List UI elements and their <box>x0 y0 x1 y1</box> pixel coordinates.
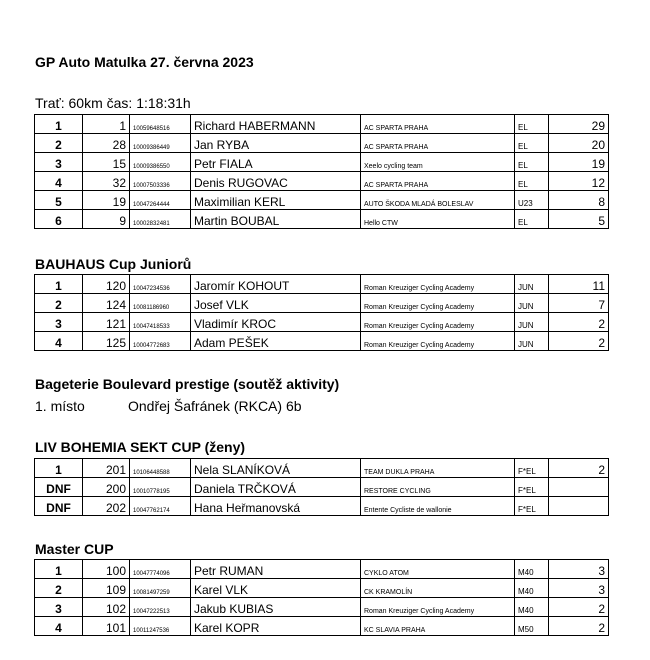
uci-id-cell: 10059648516 <box>130 115 191 134</box>
table-row <box>35 459 609 478</box>
points-cell <box>549 497 609 516</box>
rider-name-cell: Petr RUMAN <box>191 560 361 579</box>
page-title: GP Auto Matulka 27. června 2023 <box>35 54 254 70</box>
team-cell: Roman Kreuziger Cycling Academy <box>361 294 515 313</box>
uci-id-cell: 10011247536 <box>130 617 191 636</box>
table-row <box>35 478 609 497</box>
category-cell: U23 <box>515 191 549 210</box>
juniors-table <box>34 274 609 351</box>
team-cell: CK KRAMOLÍN <box>361 579 515 598</box>
uci-id-cell: 10047418533 <box>130 313 191 332</box>
category-cell: EL <box>515 134 549 153</box>
team-cell: Entente Cycliste de wallonie <box>361 497 515 516</box>
table-row <box>35 134 609 153</box>
rank-cell: 1 <box>35 459 83 478</box>
rider-name-cell: Petr FIALA <box>191 153 361 172</box>
points-cell: 11 <box>549 275 609 294</box>
uci-id-cell: 10106448588 <box>130 459 191 478</box>
table-row <box>35 497 609 516</box>
team-cell: RESTORE CYCLING <box>361 478 515 497</box>
bib-cell: 124 <box>83 294 130 313</box>
table-row <box>35 617 609 636</box>
bib-cell: 1 <box>83 115 130 134</box>
category-cell: JUN <box>515 275 549 294</box>
master-title: Master CUP <box>35 541 114 557</box>
rank-cell: 1 <box>35 275 83 294</box>
table-row <box>35 294 609 313</box>
points-cell: 19 <box>549 153 609 172</box>
bib-cell: 19 <box>83 191 130 210</box>
rider-name-cell: Maximilian KERL <box>191 191 361 210</box>
rider-name-cell: Karel VLK <box>191 579 361 598</box>
uci-id-cell: 10002832481 <box>130 210 191 229</box>
points-cell <box>549 478 609 497</box>
bib-cell: 109 <box>83 579 130 598</box>
category-cell: EL <box>515 115 549 134</box>
points-cell: 3 <box>549 579 609 598</box>
category-cell: M40 <box>515 560 549 579</box>
category-cell: F*EL <box>515 478 549 497</box>
category-cell: M40 <box>515 579 549 598</box>
prestige-winner: Ondřej Šafránek (RKCA) 6b <box>128 398 302 414</box>
points-cell: 8 <box>549 191 609 210</box>
juniors-title: BAUHAUS Cup Juniorů <box>35 256 192 272</box>
rank-cell: 3 <box>35 153 83 172</box>
bib-cell: 120 <box>83 275 130 294</box>
category-cell: EL <box>515 210 549 229</box>
uci-id-cell: 10047774096 <box>130 560 191 579</box>
rider-name-cell: Richard HABERMANN <box>191 115 361 134</box>
rider-name-cell: Jan RYBA <box>191 134 361 153</box>
rank-cell: 1 <box>35 560 83 579</box>
points-cell: 2 <box>549 332 609 351</box>
team-cell: Roman Kreuziger Cycling Academy <box>361 313 515 332</box>
points-cell: 2 <box>549 459 609 478</box>
table-row <box>35 153 609 172</box>
team-cell: AC SPARTA PRAHA <box>361 115 515 134</box>
points-cell: 5 <box>549 210 609 229</box>
category-cell: EL <box>515 153 549 172</box>
category-cell: JUN <box>515 294 549 313</box>
bib-cell: 101 <box>83 617 130 636</box>
points-cell: 2 <box>549 617 609 636</box>
rank-cell: 5 <box>35 191 83 210</box>
points-cell: 2 <box>549 598 609 617</box>
category-cell: JUN <box>515 332 549 351</box>
rider-name-cell: Josef VLK <box>191 294 361 313</box>
team-cell: AUTO ŠKODA MLADÁ BOLESLAV <box>361 191 515 210</box>
points-cell: 7 <box>549 294 609 313</box>
uci-id-cell: 10047222513 <box>130 598 191 617</box>
points-cell: 2 <box>549 313 609 332</box>
main-results-table <box>34 114 609 229</box>
rider-name-cell: Adam PEŠEK <box>191 332 361 351</box>
rider-name-cell: Vladimír KROC <box>191 313 361 332</box>
bib-cell: 202 <box>83 497 130 516</box>
team-cell: TEAM DUKLA PRAHA <box>361 459 515 478</box>
bib-cell: 32 <box>83 172 130 191</box>
women-title: LIV BOHEMIA SEKT CUP (ženy) <box>35 439 246 455</box>
category-cell: F*EL <box>515 459 549 478</box>
bib-cell: 201 <box>83 459 130 478</box>
rider-name-cell: Daniela TRČKOVÁ <box>191 478 361 497</box>
points-cell: 29 <box>549 115 609 134</box>
rank-cell: DNF <box>35 478 83 497</box>
rider-name-cell: Nela SLANÍKOVÁ <box>191 459 361 478</box>
bib-cell: 200 <box>83 478 130 497</box>
table-row <box>35 313 609 332</box>
rider-name-cell: Jaromír KOHOUT <box>191 275 361 294</box>
prestige-title: Bageterie Boulevard prestige (soutěž aktivity) <box>35 376 340 392</box>
rank-cell: 4 <box>35 332 83 351</box>
team-cell: Roman Kreuziger Cycling Academy <box>361 275 515 294</box>
rank-cell: DNF <box>35 497 83 516</box>
rank-cell: 2 <box>35 579 83 598</box>
rank-cell: 4 <box>35 617 83 636</box>
bib-cell: 102 <box>83 598 130 617</box>
category-cell: M40 <box>515 598 549 617</box>
rank-cell: 2 <box>35 294 83 313</box>
category-cell: F*EL <box>515 497 549 516</box>
bib-cell: 121 <box>83 313 130 332</box>
rank-cell: 6 <box>35 210 83 229</box>
bib-cell: 9 <box>83 210 130 229</box>
bib-cell: 100 <box>83 560 130 579</box>
category-cell: M50 <box>515 617 549 636</box>
uci-id-cell: 10081186960 <box>130 294 191 313</box>
table-row <box>35 115 609 134</box>
uci-id-cell: 10007503336 <box>130 172 191 191</box>
points-cell: 3 <box>549 560 609 579</box>
uci-id-cell: 10009386449 <box>130 134 191 153</box>
course-info: Trať: 60km čas: 1:18:31h <box>35 95 191 111</box>
uci-id-cell: 10047264444 <box>130 191 191 210</box>
team-cell: Roman Kreuziger Cycling Academy <box>361 598 515 617</box>
category-cell: JUN <box>515 313 549 332</box>
table-row <box>35 560 609 579</box>
rank-cell: 2 <box>35 134 83 153</box>
points-cell: 20 <box>549 134 609 153</box>
uci-id-cell: 10009386550 <box>130 153 191 172</box>
bib-cell: 15 <box>83 153 130 172</box>
team-cell: Hello CTW <box>361 210 515 229</box>
rank-cell: 3 <box>35 598 83 617</box>
team-cell: AC SPARTA PRAHA <box>361 172 515 191</box>
rider-name-cell: Jakub KUBIAS <box>191 598 361 617</box>
rank-cell: 1 <box>35 115 83 134</box>
team-cell: CYKLO ATOM <box>361 560 515 579</box>
uci-id-cell: 10004772683 <box>130 332 191 351</box>
category-cell: EL <box>515 172 549 191</box>
uci-id-cell: 10047234536 <box>130 275 191 294</box>
table-row <box>35 191 609 210</box>
team-cell: AC SPARTA PRAHA <box>361 134 515 153</box>
uci-id-cell: 10081497259 <box>130 579 191 598</box>
bib-cell: 28 <box>83 134 130 153</box>
table-row <box>35 172 609 191</box>
uci-id-cell: 10047762174 <box>130 497 191 516</box>
table-row <box>35 332 609 351</box>
team-cell: KC SLAVIA PRAHA <box>361 617 515 636</box>
rider-name-cell: Denis RUGOVAC <box>191 172 361 191</box>
team-cell: Xeelo cycling team <box>361 153 515 172</box>
table-row <box>35 210 609 229</box>
prestige-place: 1. místo <box>35 398 85 414</box>
table-row <box>35 275 609 294</box>
table-row <box>35 598 609 617</box>
rider-name-cell: Martin BOUBAL <box>191 210 361 229</box>
rider-name-cell: Karel KOPR <box>191 617 361 636</box>
rider-name-cell: Hana Heřmanovská <box>191 497 361 516</box>
points-cell: 12 <box>549 172 609 191</box>
bib-cell: 125 <box>83 332 130 351</box>
rank-cell: 3 <box>35 313 83 332</box>
table-row <box>35 579 609 598</box>
uci-id-cell: 10010778195 <box>130 478 191 497</box>
master-table <box>34 559 609 636</box>
rank-cell: 4 <box>35 172 83 191</box>
team-cell: Roman Kreuziger Cycling Academy <box>361 332 515 351</box>
women-table <box>34 458 609 516</box>
